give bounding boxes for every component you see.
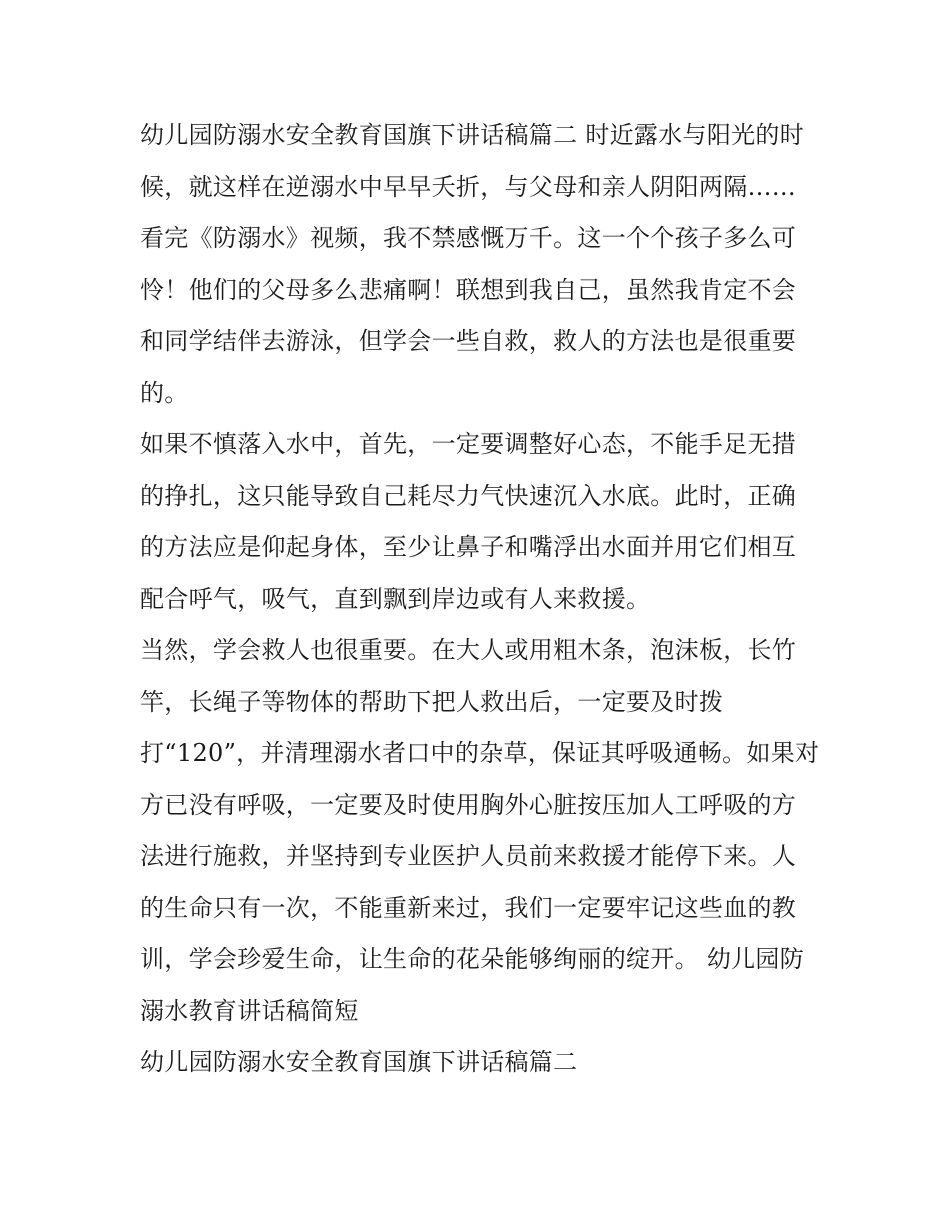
paragraph-reflection: 看完《防溺水》视频，我不禁感慨万千。这一个个孩子多么可怜！他们的父母多么悲痛啊！联想到我自己，虽然我肯定不会和同学结伴去游泳，但学会一些自救，救人的方法也是很重要的。 [140,224,797,407]
paragraph-closing-title: 幼儿园防溺水安全教育国旗下讲话稿篇二 [140,1048,578,1076]
paragraph-intro: 幼儿园防溺水安全教育国旗下讲话稿篇二 时近露水与阳光的时候，就这样在逆溺水中早早夭折，与父母和亲人阴阳两隔…… [140,121,805,201]
paragraph-rescue-others: 当然，学会救人也很重要。在大人或用粗木条，泡沫板，长竹竿，长绳子等物体的帮助下把人救出后，一定要及时拨打“120”，并清理溺水者口中的杂草，保证其呼吸通畅。如果对方已没有呼吸，一定要及时使用胸外心脏按压加人工呼吸的方法进行施救，并坚持到专业医护人员前来救援才能停下来。人的生命只有一次，不能重新来过，我们一定要牢记这些血的教训，学会珍爱生命，让生命的花朵能够绚丽的绽开。 幼儿园防溺水教育讲话稿简短 [140,636,820,1025]
paragraph-self-rescue: 如果不慎落入水中，首先，一定要调整好心态，不能手足无措的挣扎，这只能导致自己耗尽力气快速沉入水底。此时，正确的方法应是仰起身体，至少让鼻子和嘴浮出水面并用它们相互配合呼气，吸气，直到飘到岸边或有人来救援。 [140,430,797,613]
document-body [140,110,820,1089]
